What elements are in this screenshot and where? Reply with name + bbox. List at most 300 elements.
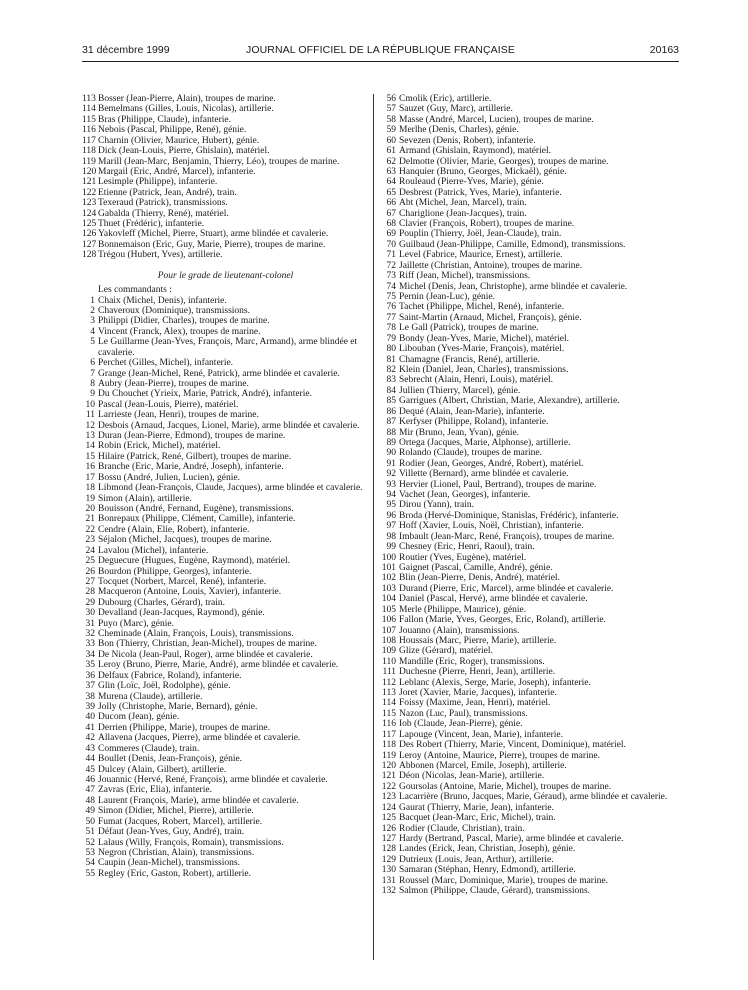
entry-number: 73: [386, 271, 396, 282]
entry-text: Vincent (Franck, Alex), troupes de marine.: [98, 326, 261, 337]
list-item: [379, 292, 680, 302]
entry-number: 10: [85, 399, 95, 410]
list-item: [82, 296, 369, 306]
list-item: [379, 480, 680, 490]
entry-text: Abt (Michel, Jean, Marcel), train.: [399, 198, 527, 209]
entry-text: Masse (André, Marcel, Lucien), troupes de marine.: [399, 114, 594, 125]
list-item: [82, 712, 369, 722]
entry-number: 132: [381, 886, 396, 897]
entry-number: 41: [85, 722, 95, 733]
entry-number: 36: [85, 670, 95, 681]
entry-number: 127: [82, 239, 97, 250]
entry-text: Bonnemaison (Eric, Guy, Marie, Pierre), troupes de marine.: [98, 239, 326, 250]
entry-text: Bouisson (André, Fernand, Eugène), transmissions.: [98, 504, 294, 514]
list-item: [379, 782, 680, 792]
list-item: [379, 302, 680, 312]
entry-number: 42: [85, 733, 95, 744]
header-title: JOURNAL OFFICIEL DE LA RÉPUBLIQUE FRANÇAISE: [246, 44, 515, 56]
entry-number: 118: [82, 146, 96, 157]
entry-text: Bemelmans (Gilles, Louis, Nicolas), artillerie.: [98, 104, 274, 115]
list-item: [379, 407, 680, 417]
entry-text: Negron (Christian, Alain), transmissions.: [98, 847, 255, 858]
entry-number: 123: [82, 198, 97, 209]
entry-text: Hervier (Lionel, Paul, Bertrand), troupes de marine.: [399, 479, 597, 490]
list-item: [82, 240, 369, 250]
section-intro: Les commandants :: [98, 285, 172, 296]
entry-text: Séjalon (Michel, Jacques), troupes de marine.: [98, 535, 272, 546]
entry-text: Chaveroux (Dominique), transmissions.: [98, 305, 250, 316]
list-item: [82, 188, 369, 198]
list-item: [379, 386, 680, 396]
entry-text: Cendre (Alain, Elie, Robert), infanterie.: [98, 524, 250, 535]
entry-text: Dick (Jean-Louis, Pierre, Ghislain), matériel.: [98, 146, 270, 157]
entry-number: 105: [381, 604, 396, 615]
list-item: [379, 844, 680, 854]
entry-number: 107: [381, 625, 396, 636]
list-item: [82, 177, 369, 187]
entry-number: 65: [386, 187, 396, 198]
list-item: [379, 500, 680, 510]
list-item: [379, 313, 680, 323]
entry-text: Deguecure (Hugues, Eugène, Raymond), matériel.: [98, 556, 291, 567]
entry-text: Bourdon (Philippe, Georges), infanterie.: [98, 566, 252, 577]
entry-text: Guilbaud (Jean-Philippe, Camille, Edmond), transmissions.: [399, 239, 626, 250]
list-item: [379, 167, 680, 177]
entry-text: Aubry (Jean-Pierre), troupes de marine.: [98, 378, 249, 389]
list-item: [379, 553, 680, 563]
list-item: [82, 858, 369, 868]
entry-number: 116: [382, 719, 396, 730]
entry-text: Durand (Pierre, Eric, Marcel), arme blindée et cavalerie.: [399, 583, 614, 594]
list-item: [82, 525, 369, 535]
entry-number: 95: [386, 500, 396, 511]
list-item: [379, 834, 680, 844]
entry-text: Glize (Gérard), matériel.: [399, 646, 493, 657]
entry-number: 37: [85, 681, 95, 692]
list-item: [379, 365, 680, 375]
list-item: [379, 751, 680, 761]
entry-text: Le Guillarme (Jean-Yves, François, Marc, Armand), arme blindée et cavalerie.: [98, 337, 358, 358]
list-item: [82, 577, 369, 587]
entry-number: 67: [386, 208, 396, 219]
list-item: [379, 626, 680, 636]
list-item: [379, 115, 680, 125]
list-item: [82, 650, 369, 660]
entry-text: Desbois (Arnaud, Jacques, Lionel, Marie), arme blindée et cavalerie.: [98, 420, 360, 431]
entry-number: 13: [85, 431, 95, 442]
list-item: [379, 229, 680, 239]
list-item: [82, 125, 369, 135]
entry-number: 114: [82, 104, 96, 115]
entry-text: Routier (Yves, Eugène), matériel.: [399, 552, 527, 563]
list-item: [82, 358, 369, 368]
entry-number: 18: [85, 483, 95, 494]
list-item: [82, 629, 369, 639]
entry-number: 58: [386, 114, 396, 125]
entry-text: Jouannic (Hervé, René, François), arme blindée et cavalerie.: [98, 774, 328, 785]
list-item: [379, 886, 680, 896]
entry-number: 77: [386, 312, 396, 323]
entry-text: Michel (Denis, Jean, Christophe), arme blindée et cavalerie.: [399, 281, 628, 292]
list-item: [82, 136, 369, 146]
entry-text: Mandille (Eric, Roger), transmissions.: [399, 656, 545, 667]
list-item: [82, 723, 369, 733]
list-item: [379, 125, 680, 135]
entry-text: Commeres (Claude), train.: [98, 743, 200, 754]
entry-number: 15: [85, 451, 95, 462]
entry-text: Déon (Nicolas, Jean-Marie), artillerie.: [399, 771, 545, 782]
list-item: [379, 448, 680, 458]
entry-number: 53: [85, 847, 95, 858]
entry-text: Nebois (Pascal, Philippe, René), génie.: [98, 125, 247, 136]
entry-text: Jolly (Christophe, Marie, Bernard), génie.: [98, 702, 258, 713]
list-item: [82, 104, 369, 114]
list-item: [82, 198, 369, 208]
entry-text: Cmolik (Eric), artillerie.: [399, 94, 492, 104]
entry-text: Dulcey (Alain, Gilbert), artillerie.: [98, 764, 227, 775]
entry-text: Bon (Thierry, Christian, Jean-Michel), troupes de marine.: [98, 639, 317, 650]
entry-number: 122: [381, 781, 396, 792]
entry-text: Trégou (Hubert, Yves), artillerie.: [98, 250, 223, 261]
entry-text: Rouleaud (Pierre-Yves, Marie), génie.: [399, 177, 544, 188]
entry-number: 109: [381, 646, 396, 657]
list-item: [82, 441, 369, 451]
list-item: [379, 271, 680, 281]
list-item: [379, 282, 680, 292]
entry-number: 5: [90, 337, 95, 348]
entry-number: 115: [382, 708, 396, 719]
entry-number: 54: [85, 858, 95, 869]
entry-text: Pouplin (Thierry, Joël, Jean-Claude), train.: [399, 229, 562, 240]
entry-text: Lapouge (Vincent, Jean, Marie), infanterie.: [399, 729, 564, 740]
entry-text: Devalland (Jean-Jacques, Raymond), génie.: [98, 608, 265, 619]
entry-number: 75: [386, 292, 396, 303]
entry-number: 38: [85, 691, 95, 702]
list-item: [379, 865, 680, 875]
entry-text: Murena (Claude), artillerie.: [98, 691, 203, 702]
entry-number: 118: [382, 740, 396, 751]
entry-number: 16: [85, 462, 95, 473]
list-item: [82, 869, 369, 879]
entry-text: Cheminade (Alain, François, Louis), transmissions.: [98, 629, 294, 640]
entry-number: 123: [381, 792, 396, 803]
entry-number: 92: [386, 469, 396, 480]
entry-text: Rolando (Claude), troupes de marine.: [399, 448, 542, 459]
entry-number: 72: [386, 260, 396, 271]
entry-number: 94: [386, 490, 396, 501]
promotion-list-continued: [82, 94, 369, 261]
page-header: [82, 44, 679, 60]
entry-text: Jaillette (Christian, Antoine), troupes de marine.: [399, 260, 583, 271]
entry-text: Pernin (Jean-Luc), génie.: [399, 292, 496, 303]
entry-number: 17: [85, 472, 95, 483]
list-item: [379, 646, 680, 656]
entry-text: Lacarrière (Bruno, Jacques, Marie, Géraud), arme blindée et cavalerie.: [399, 792, 668, 803]
list-item: [82, 327, 369, 337]
list-item: [379, 667, 680, 677]
entry-number: 46: [85, 774, 95, 785]
list-item: [82, 796, 369, 806]
list-item: [379, 688, 680, 698]
entry-text: Delfaux (Fabrice, Roland), infanterie.: [98, 670, 242, 681]
list-item: [379, 177, 680, 187]
list-item: [379, 511, 680, 521]
entry-text: Chamagne (Francis, René), artillerie.: [399, 354, 540, 365]
entry-text: Bras (Philippe, Claude), infanterie.: [98, 114, 231, 125]
list-item: [82, 452, 369, 462]
entry-number: 50: [85, 816, 95, 827]
entry-text: Chesney (Eric, Henri, Raoul), train.: [399, 542, 535, 553]
entry-text: Merle (Philippe, Maurice), génie.: [399, 604, 527, 615]
entry-text: Bacquet (Jean-Marc, Eric, Michel), train.: [399, 813, 556, 824]
entry-text: Glin (Loïc, Joël, Rodolphe), génie.: [98, 681, 231, 692]
list-item: [82, 219, 369, 229]
list-item: [82, 337, 369, 358]
list-item: [379, 792, 680, 802]
entry-text: Boullet (Denis, Jean-François), génie.: [98, 754, 243, 765]
entry-number: 129: [381, 854, 396, 865]
entry-number: 90: [386, 448, 396, 459]
list-item: [379, 136, 680, 146]
list-item: [379, 396, 680, 406]
entry-number: 20: [85, 504, 95, 514]
entry-text: Branche (Eric, Marie, André, Joseph), infanterie.: [98, 462, 284, 473]
entry-number: 119: [382, 750, 396, 761]
entry-number: 64: [386, 177, 396, 188]
list-item: [82, 681, 369, 691]
list-item: [82, 744, 369, 754]
list-item: [82, 817, 369, 827]
list-item: [82, 671, 369, 681]
entry-number: 127: [381, 833, 396, 844]
entry-text: Tocquet (Norbert, Marcel, René), infanterie.: [98, 576, 267, 587]
entry-text: Dirou (Yann), train.: [399, 500, 475, 511]
list-item: [379, 698, 680, 708]
list-item: [82, 514, 369, 524]
entry-text: Nazon (Luc, Paul), transmissions.: [399, 708, 528, 719]
entry-number: 83: [386, 375, 396, 386]
entry-number: 66: [386, 198, 396, 209]
list-item: [379, 594, 680, 604]
entry-number: 39: [85, 702, 95, 713]
list-item: [82, 146, 369, 156]
list-item: [82, 431, 369, 441]
list-item: [379, 771, 680, 781]
entry-number: 52: [85, 837, 95, 848]
entry-text: Simon (Didier, Michel, Pierre), artillerie.: [98, 806, 254, 817]
list-item: [379, 417, 680, 427]
list-item: [379, 459, 680, 469]
list-item: [82, 587, 369, 597]
entry-text: Sauzet (Guy, Marc), artillerie.: [399, 104, 513, 115]
list-item: [82, 806, 369, 816]
entry-text: Klein (Daniel, Jean, Charles), transmissions.: [399, 364, 569, 375]
entry-number: 71: [386, 250, 396, 261]
entry-number: 7: [90, 368, 95, 379]
list-item: [379, 219, 680, 229]
entry-number: 45: [85, 764, 95, 775]
entry-text: Du Chouchet (Yrieix, Marie, Patrick, André), infanterie.: [98, 389, 312, 400]
entry-text: Armand (Ghislain, Raymond), matériel.: [399, 146, 551, 157]
entry-number: 48: [85, 795, 95, 806]
entry-text: Margail (Eric, André, Marcel), infanterie.: [98, 166, 256, 177]
entry-text: Hanquier (Bruno, Georges, Mickaël), génie.: [399, 166, 567, 177]
entry-text: Foissy (Maxime, Jean, Henri), matériel.: [399, 698, 551, 709]
list-item: [82, 608, 369, 618]
list-item: [379, 94, 680, 104]
list-item: [379, 428, 680, 438]
entry-text: Ducom (Jean), génie.: [98, 712, 180, 723]
list-item: [82, 483, 369, 493]
list-item: [379, 876, 680, 886]
entry-text: Libouban (Yves-Marie, François), matériel.: [399, 344, 565, 355]
entry-number: 6: [90, 358, 95, 369]
entry-text: Rodier (Claude, Christian), train.: [399, 823, 525, 834]
entry-text: Salmon (Philippe, Claude, Gérard), transmissions.: [399, 886, 591, 897]
entry-number: 103: [381, 583, 396, 594]
entry-number: 121: [82, 177, 97, 188]
column-divider: [373, 94, 374, 960]
entry-text: Fallon (Marie, Yves, Georges, Eric, Roland), artillerie.: [399, 615, 606, 626]
entry-number: 113: [382, 688, 396, 699]
right-column: [379, 94, 680, 896]
list-item: [379, 240, 680, 250]
entry-number: 128: [381, 844, 396, 855]
entry-text: Fumat (Jacques, Robert, Marcel), artillerie.: [98, 816, 263, 827]
entry-number: 104: [381, 594, 396, 605]
entry-text: Texeraud (Patrick), transmissions.: [98, 198, 228, 209]
entry-number: 120: [381, 761, 396, 771]
promotion-list-lieutenant-colonel-continued: [379, 94, 680, 896]
list-item: [379, 615, 680, 625]
entry-text: Gabalda (Thierry, René), matériel.: [98, 208, 229, 219]
entry-text: Desbrest (Patrick, Yves, Marie), infanterie.: [399, 187, 562, 198]
entry-text: Défaut (Jean-Yves, Guy, André), train.: [98, 827, 245, 838]
entry-text: Kerfyser (Philippe, Roland), infanterie.: [399, 417, 549, 428]
entry-number: 43: [85, 743, 95, 754]
entry-number: 22: [85, 524, 95, 535]
list-item: [379, 104, 680, 114]
entry-number: 47: [85, 785, 95, 796]
list-item: [82, 462, 369, 472]
entry-text: Ortega (Jacques, Marie, Alphonse), artillerie.: [399, 437, 571, 448]
entry-number: 33: [85, 639, 95, 650]
entry-text: Clavier (François, Robert), troupes de marine.: [399, 219, 575, 230]
entry-number: 85: [386, 396, 396, 407]
entry-number: 121: [381, 771, 396, 782]
entry-number: 62: [386, 156, 396, 167]
entry-number: 113: [82, 94, 96, 104]
entry-number: 80: [386, 344, 396, 355]
list-item: [379, 584, 680, 594]
entry-text: Broda (Hervé-Dominique, Stanislas, Frédéric), infanterie.: [399, 510, 619, 521]
entry-number: 125: [381, 813, 396, 824]
entry-number: 1: [90, 295, 95, 306]
entry-text: Sebrecht (Alain, Henri, Louis), matériel.: [399, 375, 554, 386]
entry-number: 57: [386, 104, 396, 115]
entry-text: Merlhe (Denis, Charles), génie.: [399, 125, 519, 136]
entry-text: Bondy (Jean-Yves, Marie, Michel), matériel.: [399, 333, 569, 344]
list-item: [379, 855, 680, 865]
entry-text: Abbonen (Marcel, Emile, Joseph), artillerie.: [399, 761, 567, 771]
entry-number: 124: [82, 208, 97, 219]
entry-number: 117: [382, 729, 396, 740]
list-item: [82, 692, 369, 702]
entry-number: 74: [386, 281, 396, 292]
list-item: [379, 375, 680, 385]
list-item: [379, 490, 680, 500]
entry-text: Hilaire (Patrick, René, Gilbert), troupes de marine.: [98, 451, 292, 462]
entry-text: Tachet (Philippe, Michel, René), infanterie.: [399, 302, 564, 313]
entry-number: 112: [382, 677, 396, 688]
entry-number: 126: [82, 229, 97, 240]
entry-text: Vachet (Jean, Georges), infanterie.: [399, 490, 531, 501]
entry-number: 96: [386, 510, 396, 521]
entry-number: 28: [85, 587, 95, 598]
entry-text: Regley (Eric, Gaston, Robert), artillerie.: [98, 868, 252, 879]
entry-text: Hoff (Xavier, Louis, Noël, Christian), infanterie.: [399, 521, 584, 532]
entry-text: Samaran (Stéphan, Henry, Edmond), artillerie.: [399, 865, 576, 876]
list-item: [379, 678, 680, 688]
list-item: [82, 410, 369, 420]
list-item: [82, 316, 369, 326]
entry-number: 125: [82, 219, 97, 230]
entry-number: 76: [386, 302, 396, 313]
list-item: [82, 504, 369, 514]
entry-text: Robin (Erick, Michel), matériel.: [98, 441, 221, 452]
entry-number: 26: [85, 566, 95, 577]
entry-number: 114: [382, 698, 396, 709]
list-item: [82, 209, 369, 219]
list-item: [379, 605, 680, 615]
entry-number: 35: [85, 660, 95, 671]
entry-text: Thuet (Frédéric), infanterie.: [98, 219, 205, 230]
entry-number: 3: [90, 316, 95, 327]
entry-text: Le Gall (Patrick), troupes de marine.: [399, 323, 539, 334]
entry-text: Garrigues (Albert, Christian, Marie, Alexandre), artillerie.: [399, 396, 620, 407]
entry-number: 126: [381, 823, 396, 834]
entry-number: 63: [386, 166, 396, 177]
list-item: [82, 765, 369, 775]
entry-number: 89: [386, 437, 396, 448]
entry-text: Chaix (Michel, Denis), infanterie.: [98, 295, 227, 306]
entry-number: 93: [386, 479, 396, 490]
entry-number: 68: [386, 219, 396, 230]
list-item: [82, 535, 369, 545]
entry-text: Larrieste (Jean, Henri), troupes de marine.: [98, 410, 259, 421]
list-item: [379, 563, 680, 573]
list-item: [379, 334, 680, 344]
list-item: [82, 400, 369, 410]
entry-text: Marill (Jean-Marc, Benjamin, Thierry, Léo), troupes de marine.: [98, 156, 340, 167]
entry-text: Macqueron (Antoine, Louis, Xavier), infanterie.: [98, 587, 282, 598]
entry-number: 110: [382, 656, 396, 667]
entry-text: Leroy (Bruno, Pierre, Marie, André), arme blindée et cavalerie.: [98, 660, 339, 671]
entry-number: 12: [85, 420, 95, 431]
entry-number: 19: [85, 493, 95, 504]
list-item: [379, 146, 680, 156]
list-item: [379, 438, 680, 448]
entry-number: 69: [386, 229, 396, 240]
entry-text: Allavena (Jacques, Pierre), arme blindée et cavalerie.: [98, 733, 301, 744]
entry-number: 116: [82, 125, 96, 136]
list-item: [379, 740, 680, 750]
entry-number: 130: [381, 865, 396, 876]
entry-number: 84: [386, 385, 396, 396]
list-item: [82, 306, 369, 316]
entry-text: Dequé (Alain, Jean-Marie), infanterie.: [399, 406, 545, 417]
entry-number: 120: [82, 166, 97, 177]
